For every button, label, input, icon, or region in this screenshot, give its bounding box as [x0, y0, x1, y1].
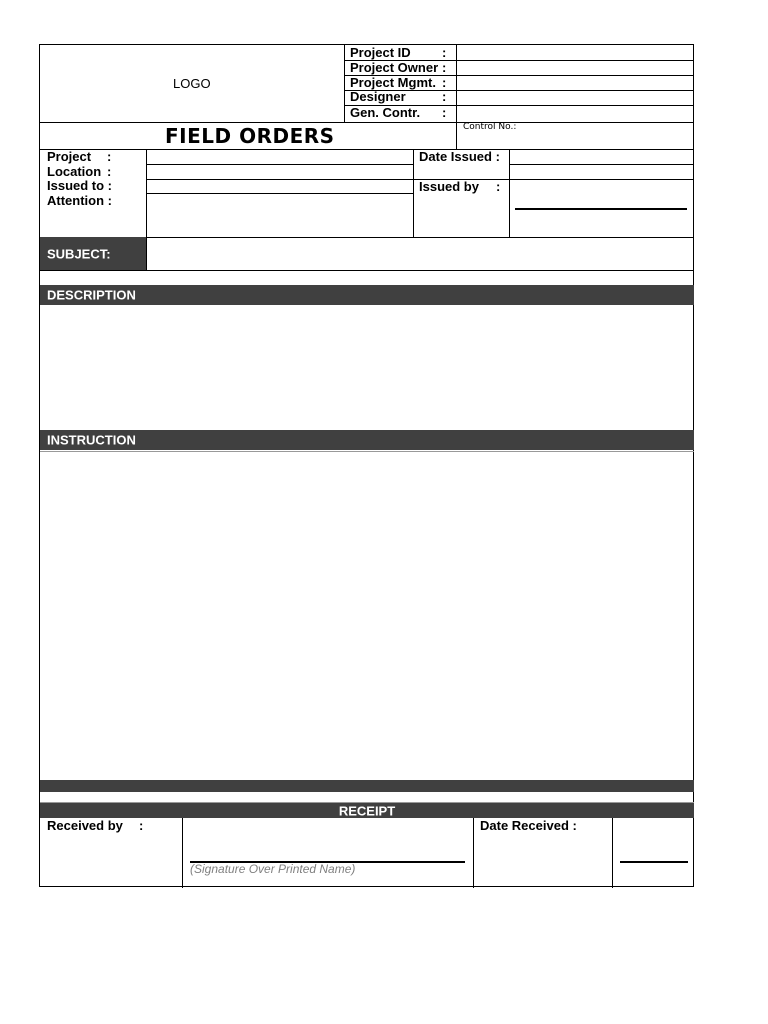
- logo-text: LOGO: [173, 76, 211, 91]
- project-id-label: Project ID: [350, 45, 411, 60]
- gen-contr-label: Gen. Contr.: [350, 105, 421, 120]
- description-header: [40, 285, 694, 305]
- location-label: Location: [47, 164, 102, 179]
- receipt-title: RECEIPT: [338, 803, 396, 818]
- received-by-field[interactable]: [183, 818, 473, 888]
- project-id-field[interactable]: [457, 45, 694, 60]
- project-owner-field[interactable]: [457, 60, 694, 75]
- project-mgmt-label: Project Mgmt.: [350, 75, 436, 90]
- issued-by-colon: :: [496, 179, 501, 194]
- designer-label: Designer: [350, 89, 406, 104]
- receipt-header: [40, 803, 694, 818]
- attention-label: Attention :: [47, 193, 112, 208]
- gen-contr-colon: :: [442, 105, 447, 120]
- project-id-colon: :: [442, 45, 447, 60]
- subject-field[interactable]: [147, 237, 694, 270]
- project-owner-label: Project Owner: [350, 60, 439, 75]
- project-mgmt-field[interactable]: [457, 75, 694, 90]
- date-received-label: Date Received :: [480, 818, 577, 833]
- designer-field[interactable]: [457, 90, 694, 105]
- received-by-colon: :: [139, 818, 144, 833]
- date-received-field[interactable]: [613, 818, 694, 888]
- instruction-header: [40, 430, 694, 450]
- project-field[interactable]: [147, 149, 413, 164]
- attention-field[interactable]: [147, 193, 413, 237]
- subject-label-cell: [40, 237, 146, 270]
- description-field[interactable]: [40, 305, 694, 430]
- project-colon: :: [107, 149, 112, 164]
- issued-by-signature-line: [515, 208, 687, 210]
- received-by-label: Received by: [47, 818, 123, 833]
- signature-hint: (Signature Over Printed Name): [190, 862, 356, 876]
- date-issued-label: Date Issued :: [419, 149, 500, 164]
- date-received-line: [620, 861, 688, 863]
- logo-placeholder: [40, 45, 344, 122]
- issued-to-label: Issued to :: [47, 178, 113, 193]
- description-title: DESCRIPTION: [47, 287, 136, 303]
- gen-contr-field[interactable]: [457, 105, 694, 122]
- date-issued-field[interactable]: [510, 149, 694, 164]
- designer-colon: :: [442, 89, 447, 104]
- issued-to-field[interactable]: [147, 179, 413, 193]
- issued-by-label: Issued by: [419, 179, 479, 194]
- control-no-label: Control No.:: [463, 122, 517, 132]
- location-colon: :: [107, 164, 112, 179]
- project-mgmt-colon: :: [442, 75, 447, 90]
- location-field[interactable]: [147, 164, 413, 179]
- control-no-field[interactable]: [457, 122, 694, 149]
- instruction-footer-bar: [40, 780, 694, 792]
- project-label: Project: [47, 149, 92, 164]
- project-owner-colon: :: [442, 60, 447, 75]
- page-title: FIELD ORDERS: [165, 124, 335, 148]
- field-order-form: [39, 44, 694, 887]
- subject-label: SUBJECT:: [47, 246, 111, 261]
- instruction-title: INSTRUCTION: [47, 432, 136, 448]
- instruction-field[interactable]: [40, 452, 694, 780]
